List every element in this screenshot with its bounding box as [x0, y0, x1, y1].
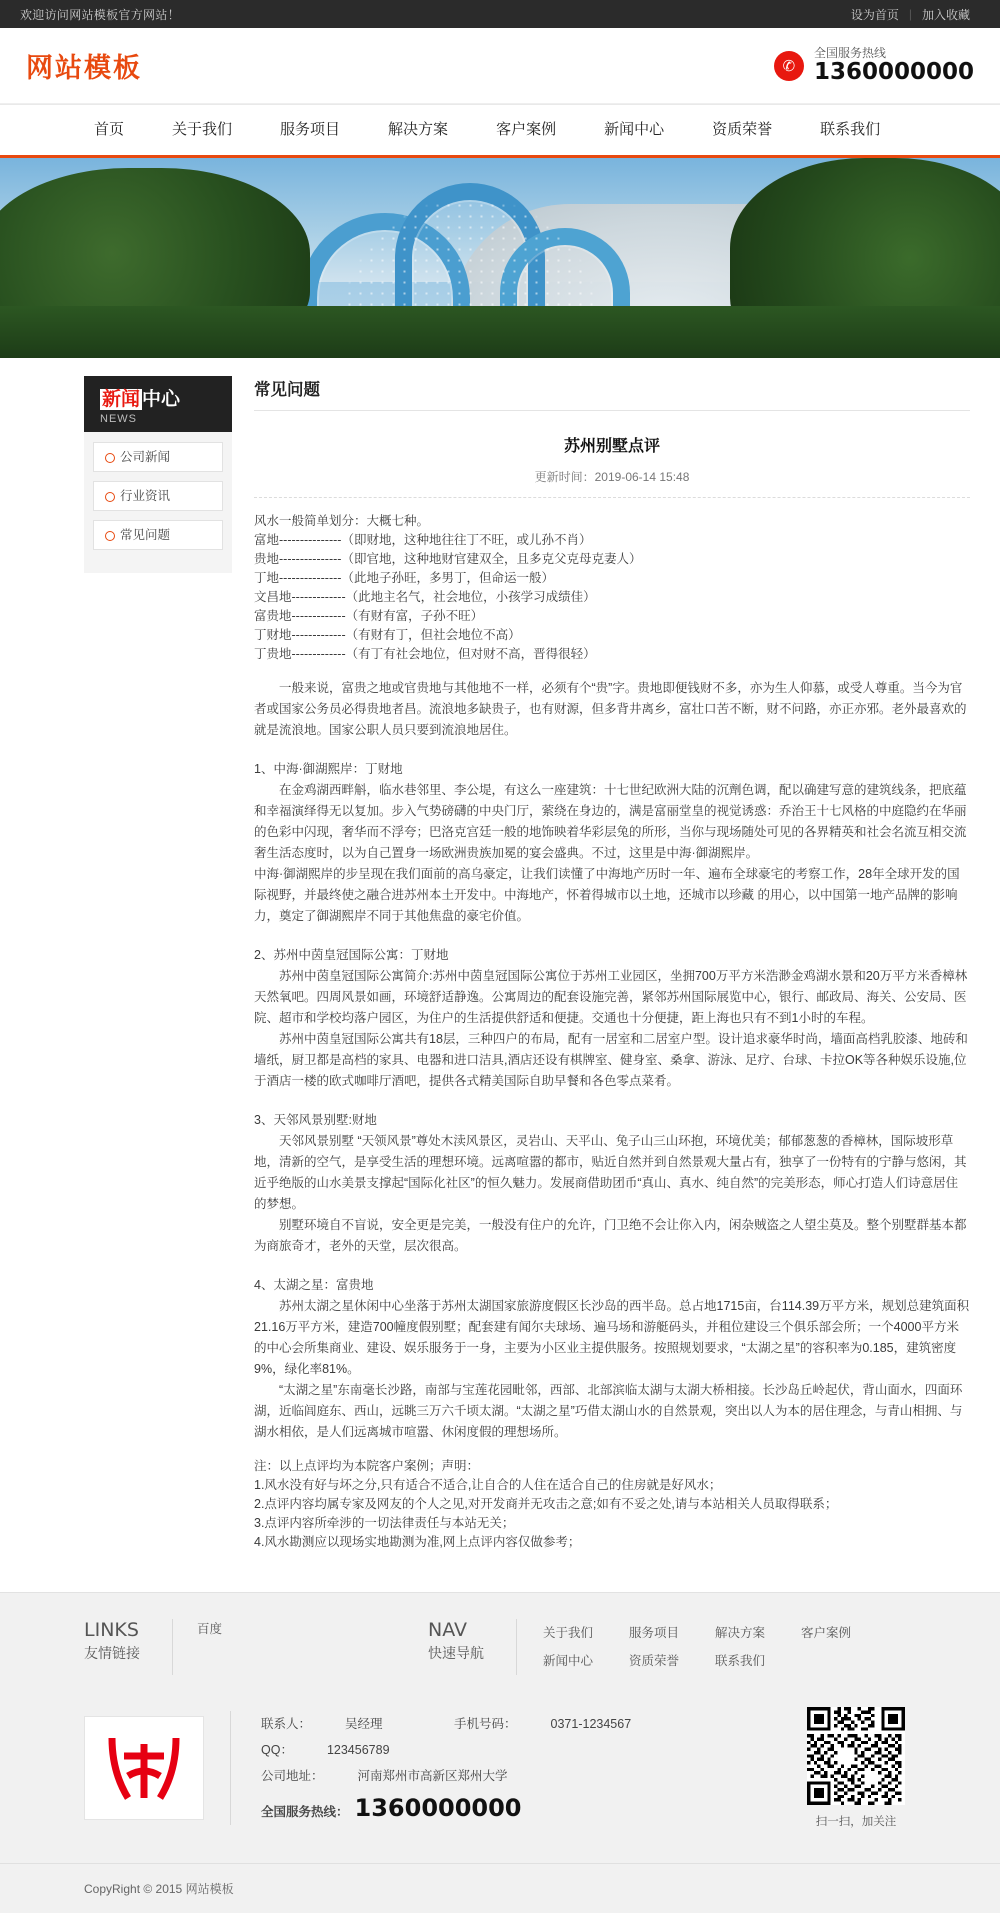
sidebar-title-rest: 中心 [142, 389, 181, 410]
contact-row-person [261, 1711, 770, 1737]
section-paragraph: “太湖之星”东南毫长沙路，南部与宝莲花园毗邻，西部、北部滨临太湖与太湖大桥相接。长沙岛丘岭起伏，背山面水，四面环湖，近临闾庭东、西山，远眺三万六千顷太湖。“太湖之星”巧借太湖山水的自然景观，突出以人为本的居住理念，与青山相拥、与湖水相依，是人们远离城市喧嚣、休闲度假的理想场所。 [254, 1383, 963, 1439]
section-paragraph: 苏州中茵皇冠国际公寓简介:苏州中茵皇冠国际公寓位于苏州工业园区，坐拥700万平方米浩渺金鸡湖水景和20万平方米香樟林天然氧吧。四周风景如画，环境舒适静逸。公寓周边的配套设施完善，紧邻苏州国际展览中心，银行、邮政局、海关、公安局、医院、超市和学校均落户园区，为住户的生活提供舒适和便捷。交通也十分便捷，距上海也只有不到1小时的车程。 [254, 969, 968, 1025]
friend-links-title-en: LINKS [84, 1619, 139, 1641]
note-line: 3.点评内容所牵涉的一切法律责任与本站无关； [254, 1516, 515, 1530]
friend-links-title [84, 1619, 172, 1663]
sidebar-item-company-news[interactable]: 公司新闻 [93, 442, 223, 472]
nav-item-about[interactable]: 关于我们 [172, 121, 233, 138]
footer-nav-cases[interactable]: 客户案例 [801, 1626, 852, 1640]
nav-item-home[interactable]: 首页 [94, 121, 125, 138]
section-title: 4、太湖之星：富贵地 [254, 1278, 374, 1292]
sidebar-item-industry-news[interactable]: 行业资讯 [93, 481, 223, 511]
contact-person-label: 联系人： [261, 1717, 312, 1731]
contact-hotline-label: 全国服务热线： [261, 1805, 349, 1819]
qr-caption: 扫一扫，加关注 [815, 1816, 897, 1828]
footer-contact [230, 1711, 770, 1825]
article-body [254, 512, 970, 1552]
contact-row-hotline [261, 1795, 770, 1825]
intro-line: 富贵地-------------（有财有富，子孙不旺） [254, 609, 484, 623]
sidebar-title [100, 384, 232, 411]
quick-nav-title-cn: 快速导航 [428, 1645, 484, 1661]
set-homepage-link[interactable]: 设为首页 [850, 7, 899, 22]
footer-nav-contact[interactable]: 联系我们 [715, 1654, 766, 1668]
phone-icon: ✆ [774, 51, 804, 81]
nav-item-contact[interactable]: 联系我们 [820, 121, 881, 138]
contact-row-address [261, 1763, 770, 1789]
section-title: 2、苏州中茵皇冠国际公寓：丁财地 [254, 948, 449, 962]
footer-company-logo [84, 1716, 204, 1820]
footer-middle [0, 1697, 1000, 1863]
footer-nav-honors[interactable]: 资质荣誉 [629, 1654, 680, 1668]
note-line: 2.点评内容均属专家及网友的个人之见,对开发商并无攻击之意;如有不妥之处,请与本站相关人员取得联系； [254, 1497, 838, 1511]
article-title: 苏州别墅点评 [563, 438, 660, 455]
nav-item-services[interactable]: 服务项目 [280, 121, 341, 138]
section-paragraph: 苏州太湖之星休闲中心坐落于苏州太湖国家旅游度假区长沙岛的西半岛。总占地1715亩，台114.39万平方米，规划总建筑面积21.16万平方米，建造700幢度假别墅；配套建有闻尔夫球场、遍马场和游艇码头，并租位建设三个俱乐部会所；一个4000平方米的中心会所集商业、建设、娱乐服务于一身，主要为小区业主提供服务。按照规划要求，“太湖之星”的容积率为0.185，建筑密度9%，绿化率81%。 [254, 1299, 970, 1376]
article-intro-lines [254, 512, 970, 664]
intro-line: 文昌地-------------（此地主名气，社会地位，小孩学习成绩佳） [254, 590, 596, 604]
quick-nav-title [428, 1619, 516, 1663]
section-paragraph: 中海·御湖熙岸的步呈现在我们面前的高乌豪定，让我们读懂了中海地产历时一年、遍布全球豪宅的考察工作，28年全球开发的国际视野，并最终使之融合进苏州本土开发中。中海地产，怀着得城市以土地，还城市以珍藏 的用心，以中国第一地产品牌的影响力，奠定了御湖熙岸不同于其他焦盘的豪宅价值。 [254, 867, 960, 923]
footer-nav-services[interactable]: 服务项目 [629, 1626, 680, 1640]
contact-mobile-value: 0371-1234567 [550, 1717, 632, 1731]
note-line: 注：以上点评均为本院客户案例；声明： [254, 1459, 480, 1473]
footer-nav-solutions[interactable]: 解决方案 [715, 1626, 766, 1640]
hotline-number: 1360000000 [813, 59, 974, 85]
contact-person-value: 吴经理 [345, 1717, 383, 1731]
article-intro-paragraph: 一般来说，富贵之地或官贵地与其他地不一样，必须有个“贵”字。贵地即便钱财不多，亦为生人仰慕，或受人尊重。当今为官者或国家公务员必得贵地者昌。流浪地多缺贵子，也有财源，但多背井离乡，富壮口苦不断，财不问路，亦正亦邪。老外最喜欢的就是流浪地。国家公职人员只要到流浪地居住。 [254, 681, 967, 737]
site-header [0, 28, 1000, 104]
quick-nav-title-en: NAV [428, 1619, 467, 1641]
top-bar-separator: | [908, 7, 912, 21]
copyright-text: CopyRight © 2015 网站模板 [0, 1863, 1000, 1913]
qr-code-block [796, 1707, 916, 1829]
qr-code-image [807, 1707, 905, 1805]
friend-link-baidu[interactable]: 百度 [197, 1622, 223, 1636]
banner-foreground-bush [0, 306, 1000, 358]
section-paragraph: 别墅环境自不盲说，安全更是完美，一般没有住户的允许，门卫绝不会让你入内，闲杂贼盗之人望尘莫及。整个别墅群基本都为商旅奇才，老外的天堂，层次很高。 [254, 1218, 967, 1253]
contact-address-value: 河南郑州市高新区郑州大学 [357, 1769, 508, 1783]
note-line: 4.风水勘测应以现场实地勘测为准,网上点评内容仅做参考； [254, 1535, 581, 1549]
sidebar [84, 376, 232, 1552]
section-paragraph: 苏州中茵皇冠国际公寓共有18层，三种四户的布局，配有一居室和二居室户型。设计追求豪华时尚，墙面高档乳胶漆、地砖和墙纸，厨卫都是高档的家具、电器和进口洁具,酒店还设有棋牌室、健身室、桑拿、游泳、足疗、台球、卡拉OK等各种娱乐设施,位于酒店一楼的欧式咖啡厅酒吧，提供各式精美国际自助早餐和各色零点菜肴。 [254, 1032, 968, 1088]
main-column [254, 376, 970, 1552]
intro-line: 风水一般简单划分：大概七种。 [254, 514, 430, 528]
friend-links-title-cn: 友情链接 [84, 1645, 140, 1661]
sidebar-title-highlight: 新闻 [102, 389, 141, 410]
site-footer [0, 1592, 1000, 1913]
nav-item-news[interactable]: 新闻中心 [604, 121, 665, 138]
nav-item-cases[interactable]: 客户案例 [496, 121, 557, 138]
article-notes [254, 1457, 970, 1552]
nav-item-honors[interactable]: 资质荣誉 [712, 121, 773, 138]
quick-nav-list [516, 1619, 916, 1675]
article-meta: 更新时间：2019-06-14 15:48 [254, 468, 970, 498]
section-title: 1、中海·御湖熙岸：丁财地 [254, 762, 403, 776]
section-title: 3、天邻风景别墅:财地 [254, 1113, 377, 1127]
sidebar-title-en: NEWS [100, 413, 137, 425]
footer-nav-news[interactable]: 新闻中心 [543, 1654, 594, 1668]
hero-banner-image [0, 158, 1000, 358]
section-paragraph: 天邻风景别墅 “天领风景”尊处木渎风景区，灵岩山、天平山、兔子山三山环抱，环境优美；郁郁葱葱的香樟林，国际坡形草地，清新的空气，是享受生活的理想环境。远离喧嚣的都市，贴近自然并到自然景观大量占有，独享了一份特有的宁静与悠闲，其近乎绝版的山水美景支撑起“国际化社区”的恒久魅力。发展商借助团币“真山、真水、纯自然”的完美形态，师心打造人们诗意居住的梦想。 [254, 1134, 967, 1211]
page-title: 常见问题 [254, 376, 970, 411]
contact-qq-label: QQ： [261, 1743, 293, 1757]
sidebar-item-faq[interactable]: 常见问题 [93, 520, 223, 550]
nav-item-solutions[interactable]: 解决方案 [388, 121, 449, 138]
intro-line: 贵地---------------（即官地，这种地财官建双全，且多克父克母克妻人） [254, 552, 642, 566]
header-hotline [774, 46, 974, 85]
sidebar-header [84, 376, 232, 432]
footer-top [0, 1593, 1000, 1697]
contact-address-label: 公司地址： [261, 1769, 324, 1783]
intro-line: 丁地---------------（此地子孙旺，多男丁，但命运一般） [254, 571, 554, 585]
hotline-label: 全国服务热线 [813, 46, 886, 60]
footer-nav-about[interactable]: 关于我们 [543, 1626, 594, 1640]
add-favorite-link[interactable]: 加入收藏 [921, 7, 970, 22]
top-bar [0, 0, 1000, 28]
contact-row-qq [261, 1737, 770, 1763]
sidebar-menu [84, 432, 232, 573]
intro-line: 丁贵地-------------（有丁有社会地位，但对财不高，晋得很轻） [254, 647, 596, 661]
section-paragraph: 在金鸡湖西畔斛，临水巷邻里、李公堤，有这么一座建筑：十七世纪欧洲大陆的沉劑色调，配以确建写意的建筑线条，把底蕴和幸福演绎得无以复加。步入气势磅礴的中央门厅，萦绕在身边的，满是富丽堂皇的视觉诱惑：乔治王十七风格的中庭隐约在华丽的色彩中闪现，奢华而不浮夸；巴洛克宫廷一般的地饰映着华彩层兔的所形，当你与现场随处可见的各界精英和社会名流互相交流奢生活态度时，以为自己置身一场欧洲贵族加冕的宴会盛典。不过，这里是中海·御湖熙岸。 [254, 783, 967, 860]
contact-qq-value: 123456789 [326, 1743, 390, 1757]
intro-line: 丁财地-------------（有财有丁，但社会地位不高） [254, 628, 521, 642]
friend-links-list [172, 1619, 428, 1675]
contact-mobile-label: 手机号码： [454, 1717, 517, 1731]
contact-hotline-number: 1360000000 [354, 1794, 522, 1822]
note-line: 1.风水没有好与坏之分,只有适合不适合,让自合的人住在适合自己的住房就是好风水； [254, 1478, 722, 1492]
main-nav [0, 104, 1000, 158]
welcome-text: 欢迎访问网站模板官方网站！ [20, 7, 180, 22]
top-bar-links [841, 6, 980, 23]
site-logo[interactable]: 网站模板 [26, 53, 142, 84]
content-area [0, 358, 1000, 1592]
intro-line: 富地---------------（即财地，这种地往往丁不旺，或儿孙不肖） [254, 533, 592, 547]
